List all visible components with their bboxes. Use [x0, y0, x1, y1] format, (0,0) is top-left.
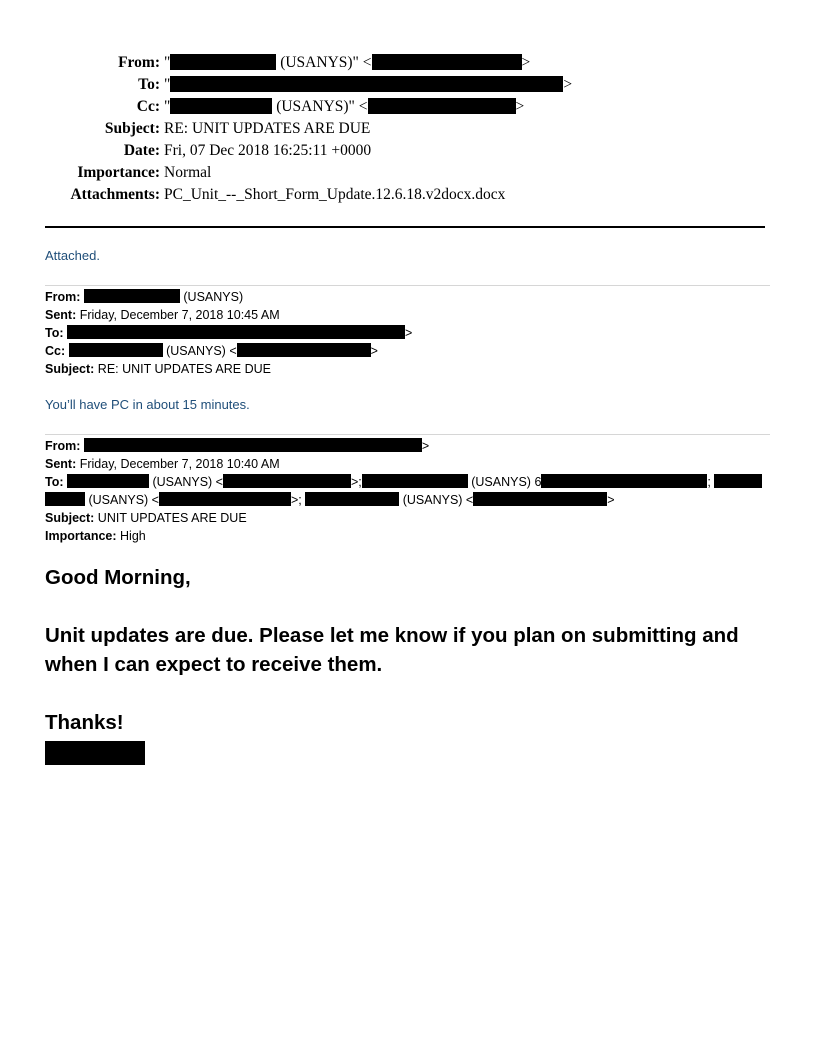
to-text: >; — [290, 493, 302, 507]
msg2-subject-label: Subject: — [45, 362, 95, 376]
msg2-to-row — [45, 324, 412, 342]
redaction — [170, 54, 276, 70]
header-cc-label: Cc: — [136, 98, 160, 115]
redaction — [69, 343, 163, 357]
header-cc-row — [0, 96, 816, 118]
angle-close: > — [370, 344, 378, 358]
quote: " — [164, 54, 171, 71]
msg3-from-row — [45, 437, 762, 455]
header-subject: RE: UNIT UPDATES ARE DUE — [164, 120, 371, 137]
redaction — [84, 438, 422, 452]
header-divider — [45, 226, 765, 228]
msg2-subject-row — [45, 360, 412, 378]
header-importance-row — [0, 162, 816, 184]
redaction — [67, 325, 405, 339]
to-text: (USANYS) < — [85, 493, 159, 507]
header-subject-label: Subject: — [104, 120, 160, 137]
msg3-closing: Thanks! — [45, 711, 124, 734]
to-text: > — [607, 493, 615, 507]
quote: " — [164, 76, 171, 93]
redaction — [223, 474, 351, 488]
msg3-from-label: From: — [45, 439, 81, 453]
angle-close: > — [405, 326, 413, 340]
header-from-mid: (USANYS)" < — [276, 54, 372, 71]
redaction — [170, 98, 272, 114]
msg2-to-label: To: — [45, 326, 64, 340]
redaction — [45, 492, 85, 506]
msg3-sent: Friday, December 7, 2018 10:40 AM — [79, 457, 280, 471]
redaction — [237, 343, 371, 357]
to-text: (USANYS) 6 — [467, 475, 542, 489]
attachment-link[interactable]: PC_Unit_--_Short_Form_Update.12.6.18.v2docx.docx — [164, 186, 506, 203]
redaction — [473, 492, 607, 506]
message-separator — [45, 434, 770, 435]
msg2-cc-row — [45, 342, 412, 360]
redaction — [305, 492, 399, 506]
header-date-label: Date: — [123, 142, 160, 159]
msg2-from-label: From: — [45, 290, 81, 304]
redaction — [170, 76, 563, 92]
header-date: Fri, 07 Dec 2018 16:25:11 +0000 — [164, 142, 372, 159]
msg3-greeting: Good Morning, — [45, 566, 191, 589]
msg2-body: You’ll have PC in about 15 minutes. — [45, 397, 250, 412]
msg2-from-suffix: (USANYS) — [179, 290, 244, 304]
header-to-label: To: — [138, 76, 160, 93]
header-importance: Normal — [164, 164, 212, 181]
msg3-subject-label: Subject: — [45, 511, 95, 525]
msg3-importance: High — [120, 529, 146, 543]
msg3-subject: UNIT UPDATES ARE DUE — [97, 511, 247, 525]
msg3-body: Unit updates are due. Please let me know if you plan on submitting and when I can expect to receive them. — [45, 624, 739, 676]
to-text: ; — [707, 475, 711, 489]
msg2-subject: RE: UNIT UPDATES ARE DUE — [97, 362, 271, 376]
angle-close: > — [521, 54, 531, 71]
quoted-message-1 — [45, 288, 412, 378]
msg2-sent-row — [45, 306, 412, 324]
header-attachments-label: Attachments: — [70, 186, 160, 203]
header-date-row — [0, 140, 816, 162]
angle-close: > — [421, 439, 430, 453]
msg2-cc-label: Cc: — [45, 344, 66, 358]
redaction — [84, 289, 180, 303]
redaction — [67, 474, 149, 488]
quote: " — [164, 98, 171, 115]
msg2-cc-mid: (USANYS) < — [162, 344, 237, 358]
reply-body: Attached. — [45, 248, 100, 263]
redaction — [159, 492, 291, 506]
message-separator — [45, 285, 770, 286]
redaction — [372, 54, 522, 70]
msg3-to-row — [45, 473, 762, 491]
msg3-subject-row — [45, 509, 762, 527]
header-attachments-row — [0, 184, 816, 206]
msg3-importance-label: Importance: — [45, 529, 117, 543]
header-from-label: From: — [118, 54, 160, 71]
header-to-row — [0, 74, 816, 96]
msg3-to-label: To: — [45, 475, 64, 489]
to-text: >; — [350, 475, 362, 489]
redaction — [541, 474, 707, 488]
signature-redaction — [45, 741, 145, 765]
email-header — [0, 52, 816, 206]
to-text: (USANYS) < — [399, 493, 474, 507]
header-subject-row — [0, 118, 816, 140]
angle-close: > — [563, 76, 573, 93]
msg3-sent-label: Sent: — [45, 457, 77, 471]
msg2-sent-label: Sent: — [45, 308, 77, 322]
msg3-to-row-cont — [45, 491, 762, 509]
header-importance-label: Importance: — [77, 164, 160, 181]
to-text: (USANYS) < — [149, 475, 223, 489]
angle-close: > — [515, 98, 525, 115]
header-from-row — [0, 52, 816, 74]
msg3-sent-row — [45, 455, 762, 473]
redaction — [714, 474, 762, 488]
header-cc-mid: (USANYS)" < — [272, 98, 368, 115]
msg2-sent: Friday, December 7, 2018 10:45 AM — [79, 308, 280, 322]
redaction — [362, 474, 468, 488]
quoted-message-2 — [45, 437, 762, 545]
msg3-importance-row — [45, 527, 762, 545]
msg2-from-row — [45, 288, 412, 306]
redaction — [368, 98, 516, 114]
